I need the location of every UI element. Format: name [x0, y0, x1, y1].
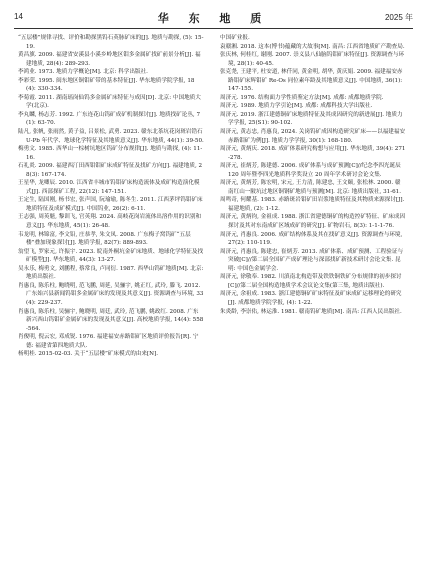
reference-entry: 李彩荣. 1995. 闽东地区铜钼矿带的基本特征[J]. 华东地质学院学报, 18(4): 330-334.: [18, 77, 195, 93]
reference-entry: 周济元. 1989. 地质力学引论[M]. 成都: 成都科技大学出版社.: [220, 103, 373, 110]
reference-entry: 周济元, 崔炳芳, 陈建德. 2006. 成矿体系与成矿预测[C]//纪念李四光诞辰 120 周年暨李四光地质科学奖设立 20 周年学术研讨会论文集.: [220, 163, 401, 178]
reference-entry: 周济元. 2019. 浙江建德铜矿床地质特征及其成因研究的新进展[J]. 地质力学学报, 25(S1): 90-102.: [220, 111, 403, 127]
reference-entry: 王志强, 周英魁, 黎训飞, 官英翔. 2024. 高岐花岗岩流体出溶作用的识别和意义[J]. 华东地质, 45(1): 26-48.: [18, 214, 202, 230]
journal-title: 华 东 地 质: [157, 12, 270, 25]
header-rule: [14, 28, 413, 29]
reference-entry: 黄昌旗. 2009. 福建省安溪县小溪乡岭地区钼多金属矿找矿前景分析[J]. 福建地质, 28(4): 289-293.: [18, 52, 201, 67]
reference-entry: 肖俊明, 倪云宏, 邓成锐. 1976. 福建福安赤路钼矿区地质评价报告[R]. 宁德: 福建省第四地质大队.: [18, 334, 199, 349]
reference-entry: 周鸣奇, 何耀基. 1983. 赤路斑岩钼矿田岩浆地质特征及其物质来源探讨[J]. 福建地质, (2): 1-12.: [220, 197, 405, 212]
page-header: [14, 10, 413, 26]
reference-entry: 肖惠良, 陈乐柱, 鲍晓明, 范飞鹏, 周延, 吴骊宇, 姚正红, 武玲, 滕飞. 2012. 广东始兴县新闻钨钼多金属矿床的发现及其意义[J]. 资源调查与环境, 33(4): 229-237.: [18, 282, 204, 306]
reference-entry: 周济元, 肖惠良. 2006. 成矿结构体系及其在找矿意义[J]. 资源调查与环境, 27(2): 110-119.: [220, 231, 403, 247]
reference-entry: 王星华, 龙卿辰. 2010. 江西省丰城市钨钼矿床构造流体及成矿构造演化模式[J]. 西部探矿工程, 22(12): 147-151.: [18, 180, 200, 195]
reference-entry: 周济元. 1976. 结构面力学性质鉴定方法[M]. 成都: 成都地质学院.: [220, 94, 384, 101]
reference-entry: 肖惠良, 陈乐柱, 吴骊宇, 鲍晓明, 周廷, 武玲, 范飞鹏, 姚政红. 2008. 广东新兴西山钨钼矿金属矿床的发现及其意义[J]. 高校地质学报, 14(4): 558-564.: [18, 308, 204, 332]
reference-entry: 周济元, 徐敬奉. 1982. 川滇南北构造带及铁铁铜铁矿分布规律的初步探讨[C]//第二届全国构造地质学术会议论文集(第三集, 地质出版社).: [220, 274, 402, 289]
reference-entry: 中国矿业报.: [220, 35, 250, 41]
page-number: 14: [14, 12, 23, 21]
reference-entry: 朱炎龄, 李崇佑, 林运淮. 1981. 赣南钨矿地质[M]. 南昌: 江西人民出版社.: [220, 308, 402, 315]
reference-entry: 翁望飞, 罗家元, 许振宇. 2023. 皖南外桐坑金矿床地质、地球化学特征及找矿模型[J]. 华东地质, 44(3): 13-27.: [18, 248, 204, 264]
reference-entry: 王定生, 陆国刚, 杨书宏, 张声国, 阮瑜瑜, 陈冬生. 2011. 江西茅坪钨钼矿床地质特征及成矿模式[J]. 中国钨业, 26(2): 6-11.: [18, 197, 203, 212]
reference-entry: 韦龙明, 林锦富, 李文铅, 庄恭孝, 朱文凤. 2008. 广东梅子窝钨矿“五层楼”叠加现象探讨[J]. 地质学报, 82(7): 889-893.: [18, 231, 191, 247]
reference-column-right: [220, 34, 406, 316]
reference-entry: 周济元, 黄炳庆. 2018. 成矿体系研究构想与应用[J]. 华东地质, 39(4): 271-278.: [220, 146, 406, 161]
reference-entry: 袁赣湘. 2018. 这本(博书)蕴藏的大故事[M]. 南昌: 江西省地质矿产勘查局.: [220, 43, 405, 50]
reference-entry: 李菊霞. 2011. 湖南瑶岗仙钨多金属矿床特征与成因[D]. 北京: 中国地质大学(北京).: [18, 94, 201, 110]
reference-entry: 陆凡, 张帆, 张雨然, 黄子益, 吕景松, 武勇. 2023. 赣东北茶坑花岗斑岩锆石 U-Pb 年代学、地球化学特征及其地质意义[J]. 华东地质, 44(1): 39-50.: [18, 129, 204, 144]
reference-entry: 周济元, 黄炳钧, 金祖成. 1988. 浙江省建德铜矿的构造控矿特征、矿床成因探讨及其对东南成矿区域成矿的研究[J]. 矿物岩石, 8(3): 1-1-1-76.: [220, 214, 406, 230]
reference-entry: 石礼炎. 2009. 福建西汀田西钼钼矿床成矿特征及找矿方向[J]. 福建地质, 28(3): 167-174.: [18, 163, 203, 178]
reference-entry: 李鸿业. 1973. 地质力学概论[M]. 北京: 科学出版社.: [18, 69, 148, 76]
reference-entry: 周济元, 黄炳芳, 陈宏明, 宋元, 王力清, 陈建忠, 王文颐, 张松林. 2000. 赣南红山一陂坑过地区铜钢矿地质与预测[M]. 北京: 地质出版社, 31-61.: [220, 180, 402, 195]
reference-entry: 张克尧, 王建平, 杜安道, 林仟同, 黄金明, 胡华, 黄庆娟. 2009. 福建福安赤路钼矿床辉钼矿 Re-Os 同位素年龄及其地质意义[J]. 中国地质, 36(1): 147-155.: [220, 69, 403, 93]
publication-year: 2025 年: [384, 13, 413, 22]
reference-entry: 周济元, 黄志忠, 肖惠良, 2024. 关岗钨矿成因构造研究矿床——以福建福安赤路钼矿为例[J]. 地质力学学报, 30(1): 168-180.: [220, 129, 406, 144]
reference-entry: 张庆林, 何桂红, 谢刚. 2007. 崇义县八仙脑钨钼矿床特征[J]. 资源调查与环境, 28(1): 40-45.: [220, 52, 405, 67]
reference-entry: 周济元, 肖惠良, 陈建忠, 崔炳芳. 2013. 成矿体系、成矿预测、工程验证与突破[C]//第二届全国矿产成矿理论与深部找矿新技术研讨会论文集. 昆明: 中国色金属学会.: [220, 248, 404, 272]
reference-entry: 吴永乐, 梅勇文, 刘鹏程, 蔡常良, 卢同衍. 1987. 西华山钨矿地质[M]. 北京: 地质出版社.: [18, 265, 204, 281]
reference-column-left: [18, 34, 204, 359]
reference-entry: 李丸麟, 杨志芳. 1992. 广东连花山钨矿成矿机制探讨[J]. 地质找矿论丛, 7(1): 63-70.: [18, 111, 201, 127]
reference-entry: 梅勇文. 1985. 西华山一棕树坑地区钨矿分布规律[J]. 地质与勘探, (4): 11-16.: [18, 146, 203, 161]
reference-entry: “五层楼”规律寻找、评价和勘探黑钨石英脉矿床的[J]. 地质与勘探, (5): 15-19.: [18, 35, 204, 50]
reference-entry: 周济元, 余祖成. 1983. 浙江建德铜矿矿床特征及矿床成矿运移理论的研究[J]. 成都地质学院学报, (4): 1-22.: [220, 291, 402, 306]
reference-entry: 杨明桂. 2015-02-03. 关于“五层楼”矿床模式的由来[N].: [18, 351, 159, 358]
